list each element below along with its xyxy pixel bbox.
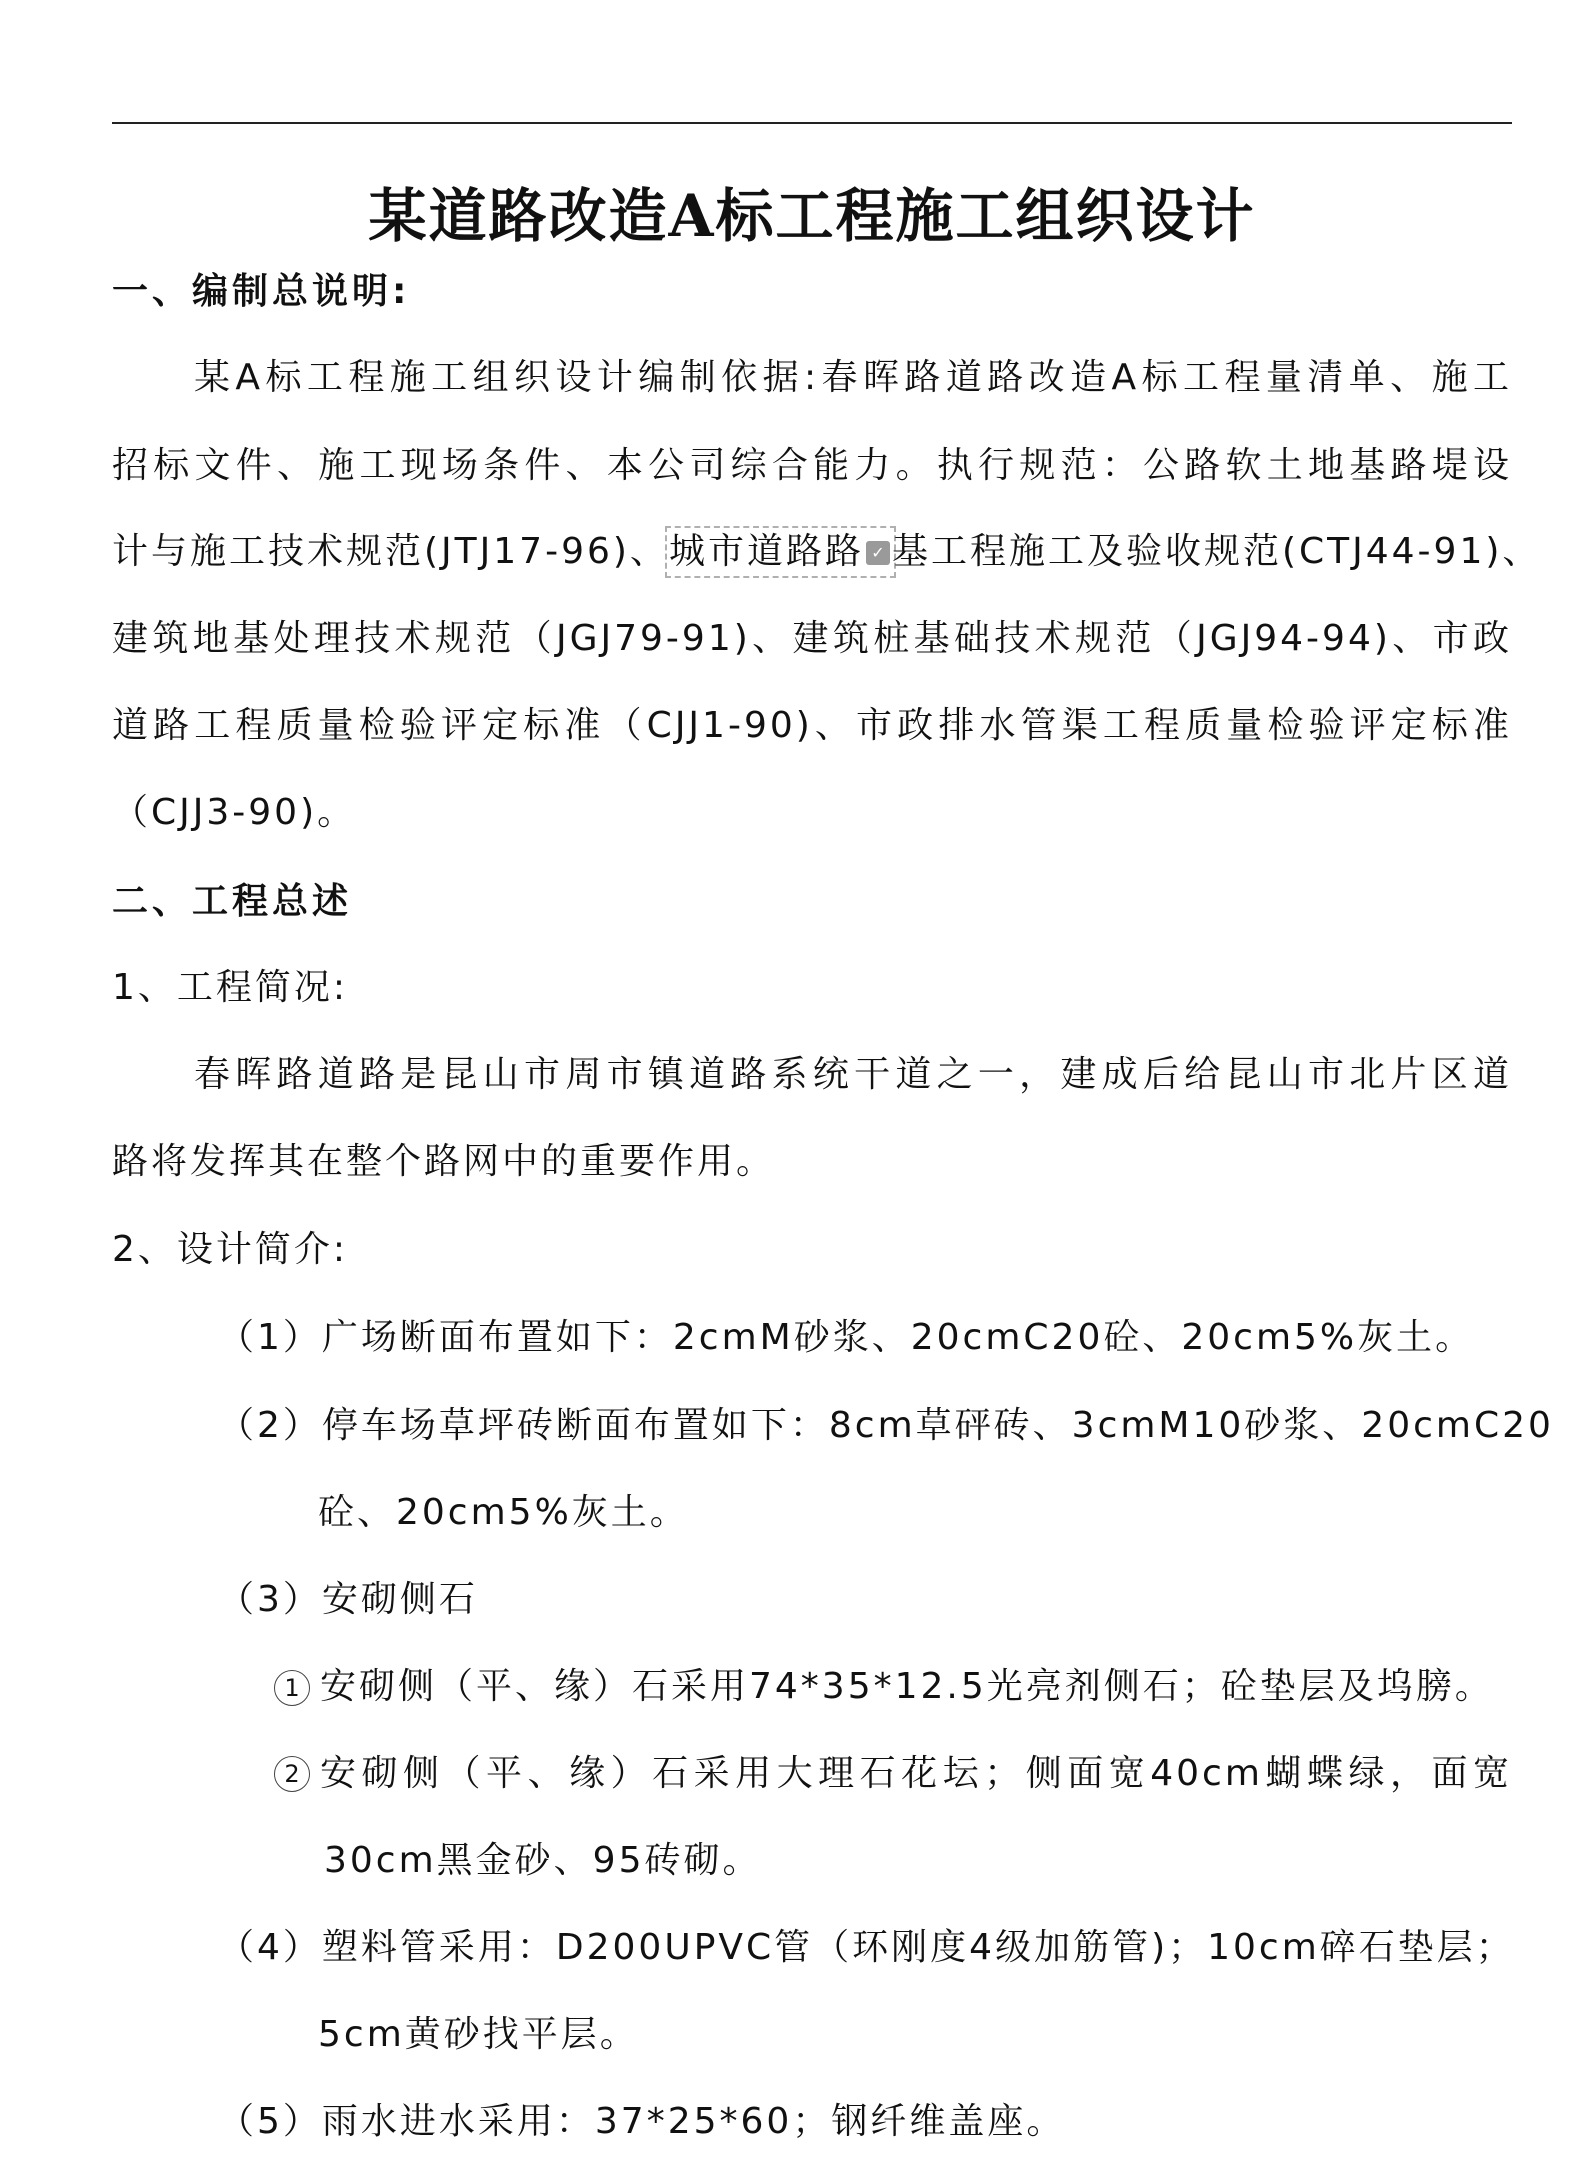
selected-text[interactable]	[669, 530, 892, 574]
subsection-2-heading: 2、设计简介:	[112, 1229, 349, 1270]
section-1-paragraph-line-5: 道路工程质量检验评定标准（CJJ1-90)、市政排水管渠工程质量检验评定标准	[112, 705, 1512, 746]
circled-number-1: 1	[274, 1670, 310, 1706]
text-run: 安砌侧（平、缘）石采用74*35*12.5光亮剂侧石；砼垫层及坞膀。	[320, 1666, 1494, 1707]
section-1-paragraph-line-4: 建筑地基处理技术规范（JGJ79-91)、建筑桩基础技术规范（JGJ94-94)、市政	[112, 618, 1512, 659]
design-item-3-2-line-1	[274, 1752, 1512, 1796]
design-item-4-line-2: 5cm黄砂找平层。	[318, 2014, 639, 2055]
subsection-1-paragraph-line-2: 路将发挥其在整个路网中的重要作用。	[112, 1141, 776, 1182]
design-item-5: （5）雨水进水采用：37*25*60；钢纤维盖座。	[218, 2101, 1066, 2142]
text-run: 城市道路路	[668, 531, 864, 572]
design-item-3: （3）安砌侧石	[218, 1579, 478, 1620]
header-rule	[112, 122, 1512, 124]
document-title: 某道路改造A标工程施工组织设计	[368, 182, 1256, 250]
design-item-2-line-2: 砼、20cm5%灰土。	[318, 1492, 689, 1533]
checkbox-icon[interactable]: ✓	[866, 541, 890, 565]
section-2-heading: 二、工程总述	[112, 881, 353, 922]
subsection-1-heading: 1、工程简况:	[112, 967, 349, 1008]
section-1-paragraph-line-1: 某A标工程施工组织设计编制依据:春晖路道路改造A标工程量清单、施工	[194, 357, 1512, 398]
subsection-1-paragraph-line-1: 春晖路道路是昆山市周市镇道路系统干道之一，建成后给昆山市北片区道	[194, 1054, 1512, 1095]
text-run: 安砌侧（平、缘）石采用大理石花坛；侧面宽40cm蝴蝶绿，面宽	[320, 1753, 1512, 1794]
design-item-1: （1）广场断面布置如下：2cmM砂浆、20cmC20砼、20cm5%灰土。	[218, 1317, 1475, 1358]
text-run: 计与施工技术规范(JTJ17-96)、	[112, 531, 669, 572]
design-item-3-1	[274, 1665, 1494, 1709]
design-item-3-2-line-2: 30cm黑金砂、95砖砌。	[324, 1840, 762, 1881]
section-1-paragraph-line-6: （CJJ3-90)。	[112, 792, 357, 833]
section-1-paragraph-line-2: 招标文件、施工现场条件、本公司综合能力。执行规范：公路软土地基路堤设	[112, 445, 1512, 486]
section-1-paragraph-line-3	[112, 530, 1542, 574]
design-item-4-line-1: （4）塑料管采用：D200UPVC管（环刚度4级加筋管)；10cm碎石垫层；	[218, 1927, 1515, 1968]
circled-number-2: 2	[274, 1756, 310, 1792]
text-run: 基工程施工及验收规范(CTJ44-91)、	[891, 531, 1542, 572]
design-item-2-line-1: （2）停车场草坪砖断面布置如下：8cm草砰砖、3cmM10砂浆、20cmC20	[218, 1405, 1554, 1446]
section-1-heading: 一、编制总说明:	[112, 271, 411, 312]
